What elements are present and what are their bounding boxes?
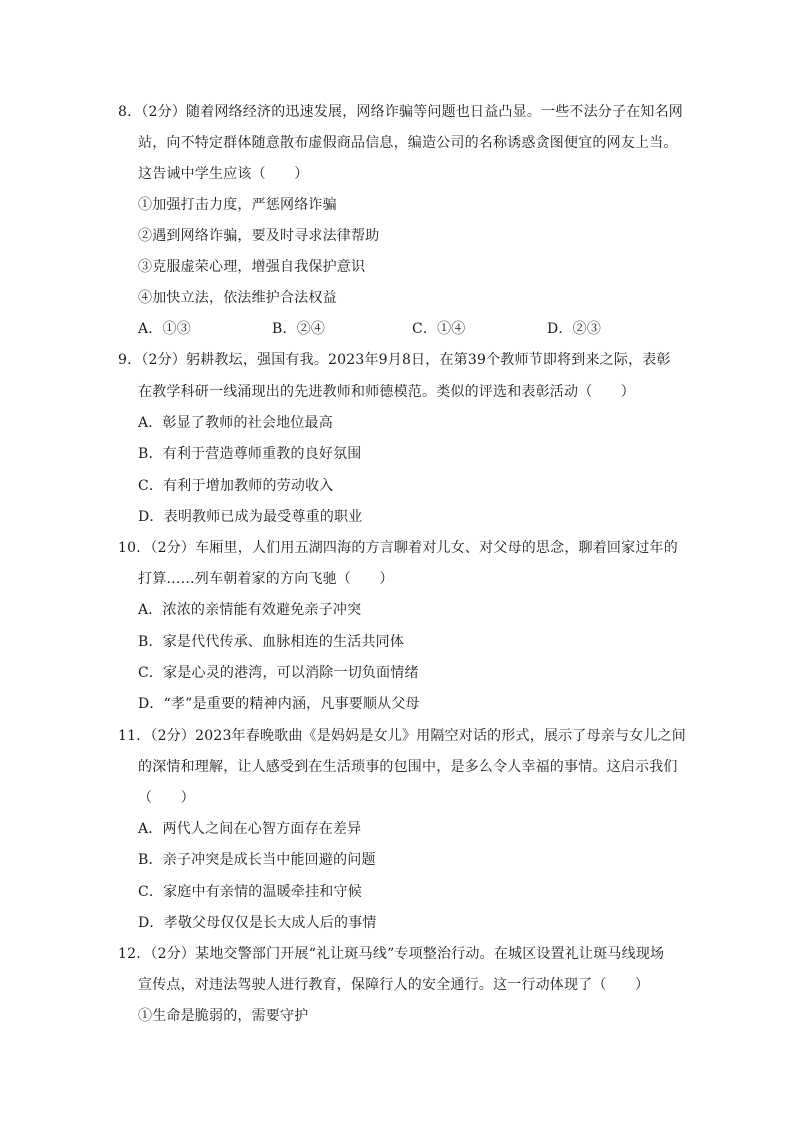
question-stem-line: 10．（2分）车厢里，人们用五湖四海的方言聊着对儿女、对父母的思念，聊着回家过年的 [118,540,678,556]
question-stem-line: 12．（2分）某地交警部门开展“礼让斑马线”专项整治行动。在城区设置礼让斑马线现场 [118,946,665,962]
option-d[interactable]: D．②③ [547,321,602,337]
option-b[interactable]: B．家是代代传承、血脉相连的生活共同体 [138,634,405,650]
question-stem-line: 这告诫中学生应该（ ） [138,166,309,182]
option-c[interactable]: C．①④ [412,321,466,337]
option-c[interactable]: C．有利于增加教师的劳动收入 [138,478,334,494]
statement-item: ①生命是脆弱的，需要守护 [138,1008,309,1024]
option-d[interactable]: D．“孝”是重要的精神内涵，凡事要顺从父母 [138,696,420,712]
option-a[interactable]: A．彰显了教师的社会地位最高 [138,415,333,431]
question-stem-line: 的深情和理解，让人感受到在生活琐事的包围中，是多么令人幸福的事情。这启示我们 [138,759,678,775]
option-d[interactable]: D．孝敬父母仅仅是长大成人后的事情 [138,915,377,931]
statement-item: ②遇到网络诈骗，要及时寻求法律帮助 [138,228,380,244]
statement-item: ③克服虚荣心理，增强自我保护意识 [138,259,366,275]
option-c[interactable]: C．家是心灵的港湾，可以消除一切负面情绪 [138,665,419,681]
option-c[interactable]: C．家庭中有亲情的温暖牵挂和守候 [138,884,362,900]
statement-item: ④加快立法，依法维护合法权益 [138,290,337,306]
option-a[interactable]: A．两代人之间在心智方面存在差异 [138,821,362,837]
option-a[interactable]: A．①③ [138,321,191,337]
option-b[interactable]: B．②④ [272,321,326,337]
question-stem-line: （ ） [138,790,195,806]
question-stem-line: 站，向不特定群体随意散布虚假商品信息，编造公司的名称诱惑贪图便宜的网友上当。 [138,135,678,151]
question-stem-line: 9．（2分）躬耕教坛，强国有我。2023年9月8日，在第39个教师节即将到来之际，表彰 [118,352,671,368]
option-b[interactable]: B．有利于营造尊师重教的良好氛围 [138,446,362,462]
question-stem-line: 8．（2分）随着网络经济的迅速发展，网络诈骗等问题也日益凸显。一些不法分子在知名网 [118,104,684,120]
question-stem-line: 11．（2分）2023年春晚歌曲《是妈妈是女儿》用隔空对话的形式，展示了母亲与女儿之间 [118,728,686,744]
question-stem-line: 在教学科研一线涌现出的先进教师和师德模范。类似的评选和表彰活动（ ） [138,384,635,400]
statement-item: ①加强打击力度，严惩网络诈骗 [138,197,337,213]
question-stem-line: 打算……列车朝着家的方向飞驰（ ） [138,571,394,587]
option-b[interactable]: B．亲子冲突是成长当中能回避的问题 [138,852,376,868]
question-stem-line: 宣传点，对违法驾驶人进行教育，保障行人的安全通行。这一行动体现了（ ） [138,977,650,993]
option-a[interactable]: A．浓浓的亲情能有效避免亲子冲突 [138,602,362,618]
option-d[interactable]: D．表明教师已成为最受尊重的职业 [138,509,363,525]
